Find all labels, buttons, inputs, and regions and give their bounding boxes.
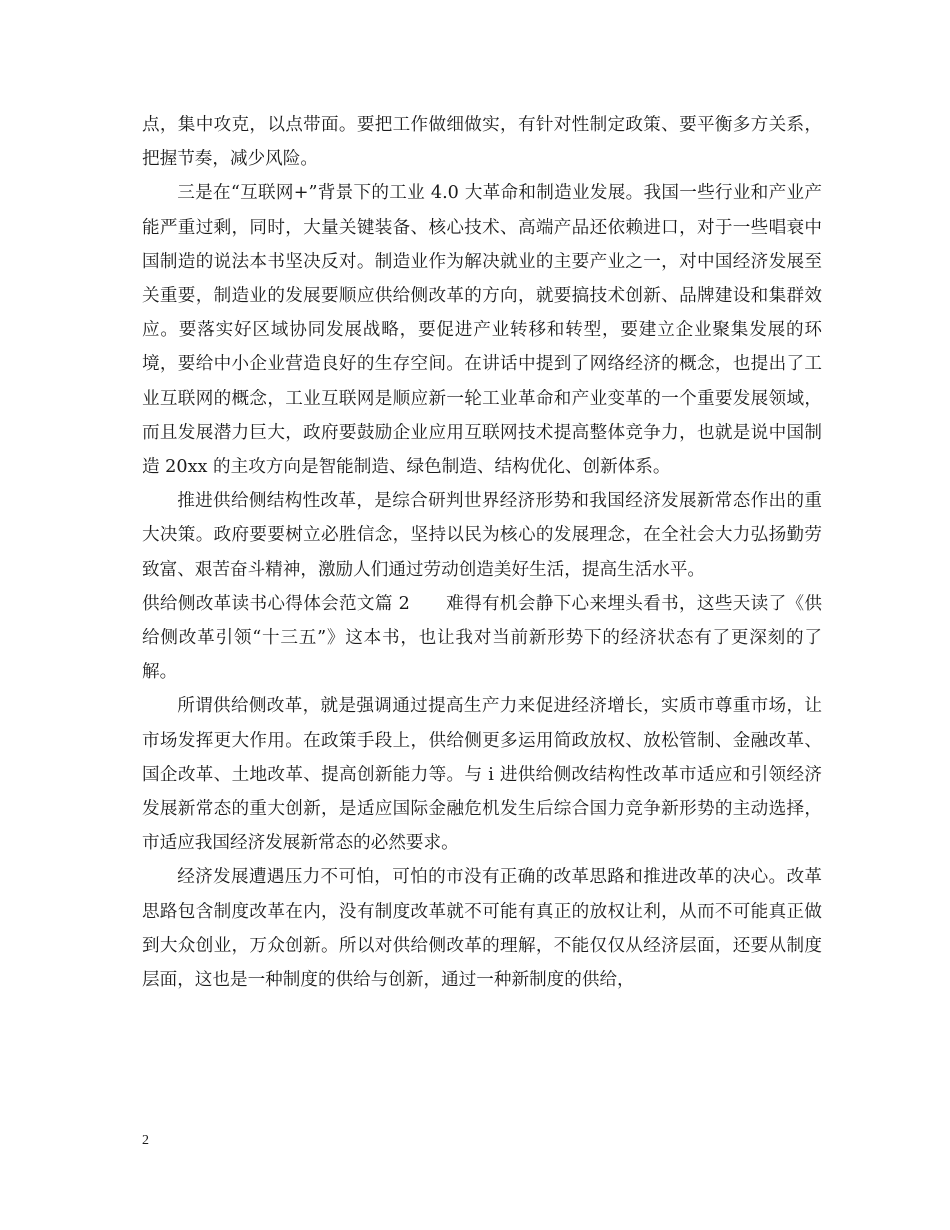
page-number: 2 [142,1133,149,1148]
section-block [142,587,822,690]
paragraph-2: 三是在“互联网+”背景下的工业 4.0 大革命和制造业发展。我国一些行业和产业产能严重过剩，同时，大量关键装备、核心技术、高端产品还依赖进口，对于一些唱衰中国制造的说法本书坚决反对。制造业作为解决就业的主要产业之一，对中国经济发展至关重要，制造业的发展要顺应供给侧改革的方向，就要搞技术创新、品牌建设和集群效应。要落实好区域协同发展战略，要促进产业转移和转型，要建立企业聚集发展的环境，要给中小企业营造良好的生存空间。在讲话中提到了网络经济的概念，也提出了工业互联网的概念，工业互联网是顺应新一轮工业革命和产业变革的一个重要发展领域，而且发展潜力巨大，政府要鼓励企业应用互联网技术提高整体竞争力，也就是说中国制造 20xx 的主攻方向是智能制造、绿色制造、结构优化、创新体系。 [142,183,822,478]
paragraph-5: 经济发展遭遇压力不可怕，可怕的市没有正确的改革思路和推进改革的决心。改革思路包含制度改革在内，没有制度改革就不可能有真正的放权让利，从而不可能真正做到大众创业，万众创新。所以对供给侧改革的理解，不能仅仅从经济层面，还要从制度层面，这也是一种制度的供给与创新，通过一种新制度的供给， [142,867,822,991]
paragraph-1: 点，集中攻克，以点带面。要把工作做细做实，有针对性制定政策、要平衡多方关系，把握节奏，减少风险。 [142,115,822,170]
document-body [142,108,822,997]
paragraph-4: 所谓供给侧改革，就是强调通过提高生产力来促进经济增长，实质市尊重市场，让市场发挥更大作用。在政策手段上，供给侧更多运用简政放权、放松管制、金融改革、国企改革、土地改革、提高创新能力等。与 i 进供给侧改结构性改革市适应和引领经济发展新常态的重大创新，是适应国际金融危机发生后综合国力竞争新形势的主动选择，市适应我国经济发展新常态的必然要求。 [142,696,822,854]
section-intro: 难得有机会静下心来埋头看书，这些天读了《供给侧改革引领“十三五”》这本书，也让我对当前新形势下的经济状态有了更深刻的了解。 [142,593,822,683]
section-title: 供给侧改革读书心得体会范文篇 2 [142,593,410,614]
paragraph-3: 推进供给侧结构性改革，是综合研判世界经济形势和我国经济发展新常态作出的重大决策。政府要要树立必胜信念，坚持以民为核心的发展理念，在全社会大力弘扬勤劳致富、艰苦奋斗精神，激励人们通过劳动创造美好生活，提高生活水平。 [142,491,822,580]
